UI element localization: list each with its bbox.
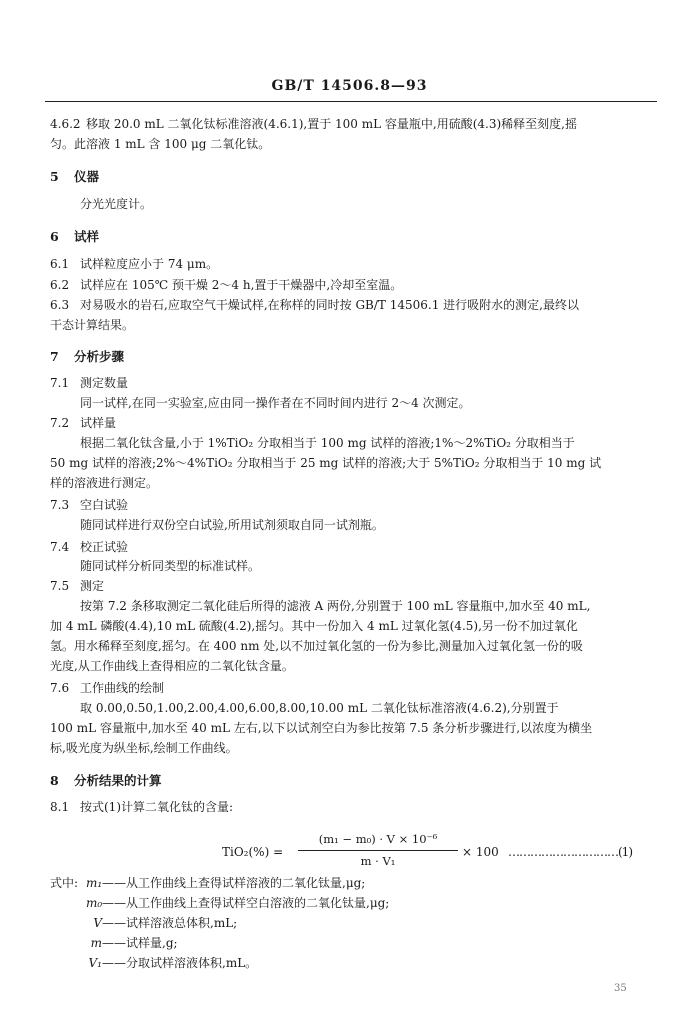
where-item xyxy=(86,955,257,971)
symbol: V₁ xyxy=(88,956,102,970)
clause-6-3-line2: 干态计算结果。 xyxy=(50,318,135,332)
clause-text: 试样粒度应小于 74 μm。 xyxy=(80,257,219,271)
section-5-body: 分光光度计。 xyxy=(80,197,153,211)
where-item xyxy=(86,935,178,951)
clause-7-4-body: 随同试样分析同类型的标准试样。 xyxy=(80,559,261,573)
fraction-bar xyxy=(298,850,458,851)
symbol: m xyxy=(90,936,102,950)
clause-4-6-2 xyxy=(50,116,577,132)
clause-text: 试样应在 105℃ 预干燥 2～4 h,置于干燥器中,冷却至室温。 xyxy=(80,278,403,292)
clause-7-2-line1: 根据二氧化钛含量,小于 1%TiO₂ 分取相当于 100 mg 试样的溶液;1%～2%TiO₂ 分取相当于 xyxy=(80,436,575,450)
clause-6-2 xyxy=(50,277,402,293)
clause-7-3-body: 随同试样进行双份空白试验,所用试剂须取自同一试剂瓶。 xyxy=(80,518,384,532)
clause-title: 测定数量 xyxy=(80,376,129,390)
symbol-definition: ——试样溶液总体积,mL; xyxy=(102,916,238,930)
clause-title: 工作曲线的绘制 xyxy=(80,681,165,695)
clause-number: 7.2 xyxy=(50,416,70,430)
clause-text: 按式(1)计算二氧化钛的含量: xyxy=(80,800,234,814)
clause-title: 校正试验 xyxy=(80,540,129,554)
clause-7-2-heading xyxy=(50,415,116,431)
formula-rhs: × 100 xyxy=(462,845,499,859)
equation-number: …………………………(1) xyxy=(508,845,632,859)
section-title: 分析步骤 xyxy=(74,349,125,364)
section-number: 5 xyxy=(50,169,59,184)
clause-7-5-heading xyxy=(50,578,104,594)
clause-number: 6.3 xyxy=(50,298,70,312)
clause-number: 4.6.2 xyxy=(50,117,81,131)
formula-numerator: (m₁ − m₀) · V × 10⁻⁶ xyxy=(318,832,438,846)
symbol: V xyxy=(93,916,102,930)
section-6-heading xyxy=(50,227,99,245)
where-lead: 式中: xyxy=(50,876,79,890)
clause-6-3 xyxy=(50,297,579,313)
formula-lhs: TiO₂(%) = xyxy=(222,845,284,859)
symbol-definition: ——从工作曲线上查得试样溶液的二氧化钛量,μg; xyxy=(102,876,366,890)
symbol: m₀ xyxy=(86,896,103,910)
clause-7-5-line3: 氢。用水稀释至刻度,摇匀。在 400 nm 处,以不加过氧化氢的一份为参比,测量加入过氧化氢一份的吸 xyxy=(50,639,583,653)
clause-7-5-line2: 加 4 mL 磷酸(4.4),10 mL 硫酸(4.2),摇匀。其中一份加入 4 mL 过氧化氢(4.5),另一份不加过氧化 xyxy=(50,619,578,633)
where-item xyxy=(86,895,389,911)
clause-7-2-line3: 样的溶液进行测定。 xyxy=(50,476,159,490)
clause-number: 6.2 xyxy=(50,278,70,292)
clause-7-5-line1: 按第 7.2 条移取测定二氧化硅后所得的滤液 A 两份,分别置于 100 mL 容量瓶中,加水至 40 mL, xyxy=(80,599,591,613)
formula-denominator: m · V₁ xyxy=(360,854,396,868)
symbol-definition: ——试样量,g; xyxy=(102,936,178,950)
clause-text: 移取 20.0 mL 二氧化钛标准溶液(4.6.1),置于 100 mL 容量瓶中,用硫酸(4.3)稀释至刻度,摇 xyxy=(86,117,577,131)
symbol: m₁ xyxy=(86,876,103,890)
clause-7-1-heading xyxy=(50,375,128,391)
clause-7-6-line3: 标,吸光度为纵坐标,绘制工作曲线。 xyxy=(50,741,238,755)
clause-7-2-line2: 50 mg 试样的溶液;2%～4%TiO₂ 分取相当于 25 mg 试样的溶液;大于 5%TiO₂ 分取相当于 10 mg 试 xyxy=(50,456,602,470)
header-rule xyxy=(45,101,657,102)
clause-7-5-line4: 光度,从工作曲线上查得相应的二氧化钛含量。 xyxy=(50,659,294,673)
symbol-definition: ——分取试样溶液体积,mL。 xyxy=(102,956,258,970)
clause-8-1 xyxy=(50,799,233,815)
section-number: 8 xyxy=(50,773,59,788)
section-8-heading xyxy=(50,771,162,789)
clause-text: 对易吸水的岩石,应取空气干燥试样,在称样的同时按 GB/T 14506.1 进行吸附水的测定,最终以 xyxy=(80,298,579,312)
clause-7-6-line1: 取 0.00,0.50,1.00,2.00,4.00,6.00,8.00,10.00 mL 二氧化钛标准溶液(4.6.2),分别置于 xyxy=(80,701,559,715)
clause-7-4-heading xyxy=(50,539,128,555)
section-number: 7 xyxy=(50,349,59,364)
clause-7-6-heading xyxy=(50,680,164,696)
where-item xyxy=(86,915,237,931)
section-title: 试样 xyxy=(74,229,100,244)
clause-7-6-line2: 100 mL 容量瓶中,加水至 40 mL 左右,以下以试剂空白为参比按第 7.5 条分析步骤进行,以浓度为横坐 xyxy=(50,721,593,735)
clause-6-1 xyxy=(50,256,218,272)
where-item xyxy=(86,875,365,891)
clause-number: 7.3 xyxy=(50,498,70,512)
section-title: 仪器 xyxy=(74,169,100,184)
section-title: 分析结果的计算 xyxy=(74,773,162,788)
clause-title: 测定 xyxy=(80,579,105,593)
clause-4-6-2-line2: 匀。此溶液 1 mL 含 100 μg 二氧化钛。 xyxy=(50,137,271,151)
clause-7-3-heading xyxy=(50,497,128,513)
document-header: GB/T 14506.8—93 xyxy=(271,78,428,94)
clause-title: 试样量 xyxy=(80,416,117,430)
clause-number: 7.6 xyxy=(50,681,70,695)
symbol-definition: ——从工作曲线上查得试样空白溶液的二氧化钛量,μg; xyxy=(102,896,390,910)
section-5-heading xyxy=(50,167,99,185)
clause-number: 7.4 xyxy=(50,540,70,554)
clause-7-1-body: 同一试样,在同一实验室,应由同一操作者在不同时间内进行 2～4 次测定。 xyxy=(80,396,471,410)
clause-number: 6.1 xyxy=(50,257,70,271)
clause-number: 7.1 xyxy=(50,376,70,390)
clause-number: 7.5 xyxy=(50,579,70,593)
section-number: 6 xyxy=(50,229,59,244)
page-number: 35 xyxy=(614,983,627,994)
clause-title: 空白试验 xyxy=(80,498,129,512)
section-7-heading xyxy=(50,347,124,365)
clause-number: 8.1 xyxy=(50,800,70,814)
